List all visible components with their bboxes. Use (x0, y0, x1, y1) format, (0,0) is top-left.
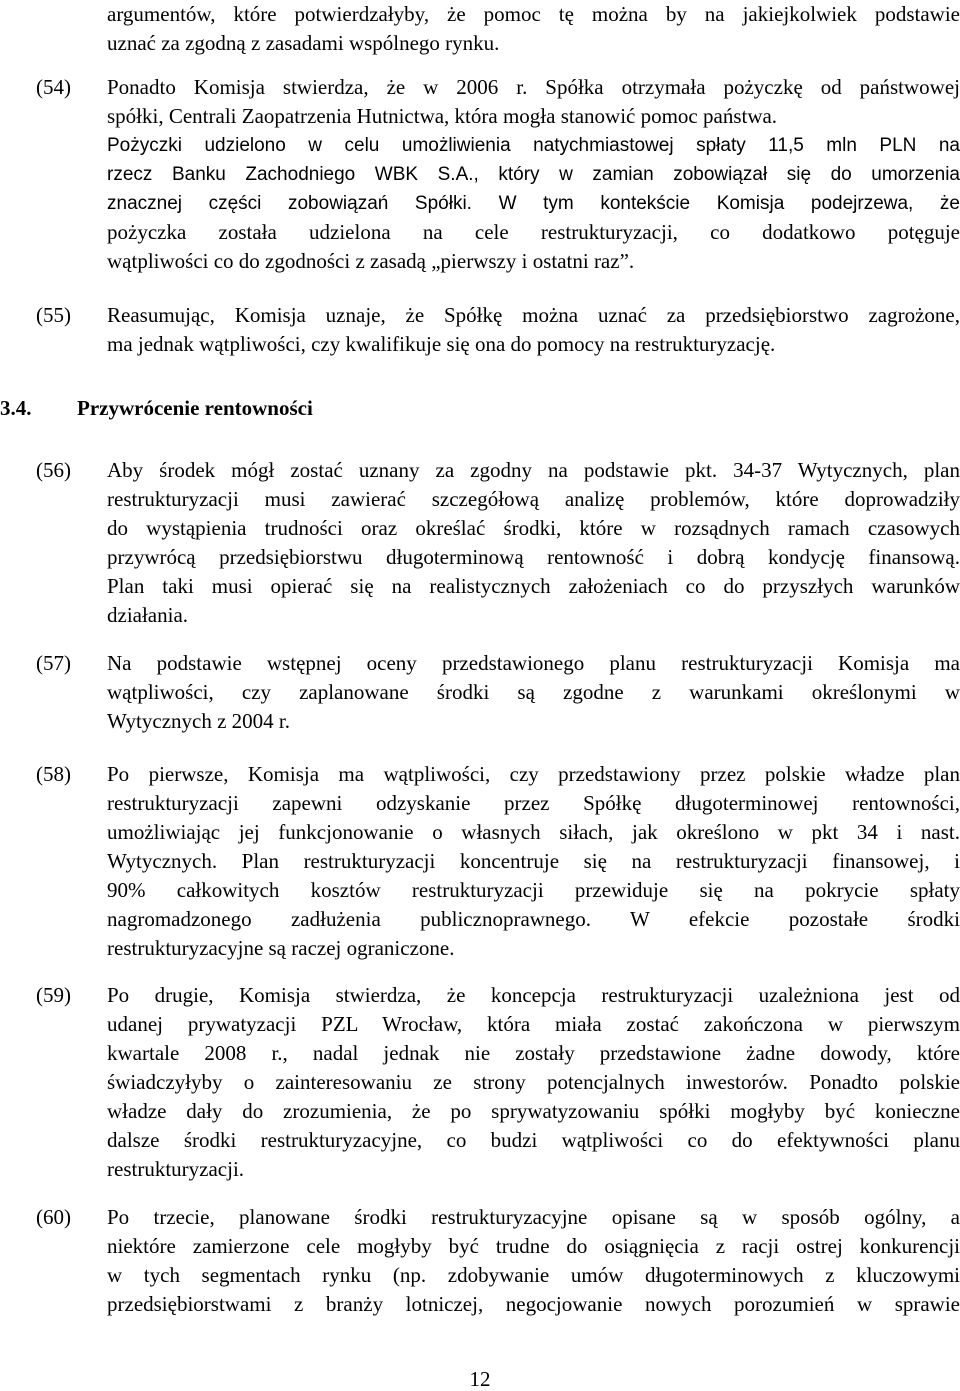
text-line: umożliwiając jej funkcjonowanie o własnych siłach, jak określono w pkt 34 i nast. (107, 820, 960, 844)
text-line: rzecz Banku Zachodniego WBK S.A., który w zamian zobowiązał się do umorzenia (107, 164, 960, 185)
text-line: uznać za zgodną z zasadami wspólnego rynku. (107, 31, 500, 55)
text-line: w tych segmentach rynku (np. zdobywanie umów długoterminowych z kluczowymi (107, 1263, 960, 1287)
section-heading (0, 393, 960, 423)
text-line: argumentów, które potwierdzałyby, że pomoc tę można by na jakiejkolwiek podstawie (107, 2, 960, 26)
text-line: Plan taki musi opierać się na realistycznych założeniach co do przyszłych warunków (107, 574, 960, 598)
paragraph-number: (57) (36, 651, 71, 675)
text-line: władze dały do zrozumienia, że po sprywatyzowaniu spółki mogłyby być konieczne (107, 1099, 960, 1123)
page-number: 12 (469, 1367, 491, 1391)
paragraph-number: (58) (36, 762, 71, 786)
text-line: spółki, Centrali Zaopatrzenia Hutnictwa, która mogła stanowić pomoc państwa. (107, 104, 778, 128)
text-line: Po pierwsze, Komisja ma wątpliwości, czy przedstawiony przez polskie władze plan (107, 762, 960, 786)
text-line: Ponadto Komisja stwierdza, że w 2006 r. Spółka otrzymała pożyczkę od państwowej (107, 75, 960, 99)
paragraph-number: (55) (36, 303, 71, 327)
text-line: kwartale 2008 r., nadal jednak nie zostały przedstawione żadne dowody, które (107, 1041, 960, 1065)
text-line: świadczyłyby o zainteresowaniu ze strony potencjalnych inwestorów. Ponadto polskie (107, 1070, 960, 1094)
text-line: Wytycznych. Plan restrukturyzacji koncentruje się na restrukturyzacji finansowej, i (107, 849, 960, 873)
section-title: Przywrócenie rentowności (77, 396, 313, 420)
text-line: wątpliwości co do zgodności z zasadą „pierwszy i ostatni raz”. (107, 249, 635, 273)
text-line: restrukturyzacji zapewni odzyskanie przez Spółkę długoterminowej rentowności, (107, 791, 960, 815)
text-line: przywrócą przedsiębiorstwu długoterminową rentowność i dobrą kondycję finansową. (107, 545, 960, 569)
text-line: Wytycznych z 2004 r. (107, 709, 291, 733)
text-line: ma jednak wątpliwości, czy kwalifikuje się ona do pomocy na restrukturyzację. (107, 332, 776, 356)
text-line: przedsiębiorstwami z branży lotniczej, negocjowanie nowych porozumień w sprawie (107, 1292, 960, 1316)
text-line: znacznej części zobowiązań Spółki. W tym kontekście Komisja podejrzewa, że (107, 193, 960, 214)
text-line: Pożyczki udzielono w celu umożliwienia natychmiastowej spłaty 11,5 mln PLN na (107, 135, 960, 156)
paragraph-number: (60) (36, 1205, 71, 1229)
text-line: działania. (107, 603, 189, 627)
paragraph-number: (54) (36, 75, 71, 99)
text-line: do wystąpienia trudności oraz określać środki, które w rozsądnych ramach czasowych (107, 516, 960, 540)
text-line: wątpliwości, czy zaplanowane środki są zgodne z warunkami określonymi w (107, 680, 960, 704)
text-line: Na podstawie wstępnej oceny przedstawionego planu restrukturyzacji Komisja ma (107, 651, 960, 675)
text-line: restrukturyzacji musi zawierać szczegółową analizę problemów, które doprowadziły (107, 487, 960, 511)
paragraph-number: (56) (36, 458, 71, 482)
text-line: restrukturyzacji. (107, 1157, 245, 1181)
text-line: 90% całkowitych kosztów restrukturyzacji przewiduje się na pokrycie spłaty (107, 878, 960, 902)
text-line: udanej prywatyzacji PZL Wrocław, która miała zostać zakończona w pierwszym (107, 1012, 960, 1036)
section-number: 3.4. (0, 396, 32, 420)
paragraph-number: (59) (36, 983, 71, 1007)
text-line: pożyczka została udzielona na cele restrukturyzacji, co dodatkowo potęguje (107, 220, 960, 244)
text-line: dalsze środki restrukturyzacyjne, co budzi wątpliwości co do efektywności planu (107, 1128, 960, 1152)
text-line: restrukturyzacyjne są raczej ograniczone. (107, 936, 455, 960)
text-line: Po trzecie, planowane środki restrukturyzacyjne opisane są w sposób ogólny, a (107, 1205, 960, 1229)
text-line: Reasumując, Komisja uznaje, że Spółkę można uznać za przedsiębiorstwo zagrożone, (107, 303, 960, 327)
text-line: nagromadzonego zadłużenia publicznoprawnego. W efekcie pozostałe środki (107, 907, 960, 931)
text-line: niektóre zamierzone cele mogłyby być trudne do osiągnięcia z racji ostrej konkurencji (107, 1234, 960, 1258)
text-line: Aby środek mógł zostać uznany za zgodny na podstawie pkt. 34-37 Wytycznych, plan (107, 458, 960, 482)
text-line: Po drugie, Komisja stwierdza, że koncepcja restrukturyzacji uzależniona jest od (107, 983, 960, 1007)
